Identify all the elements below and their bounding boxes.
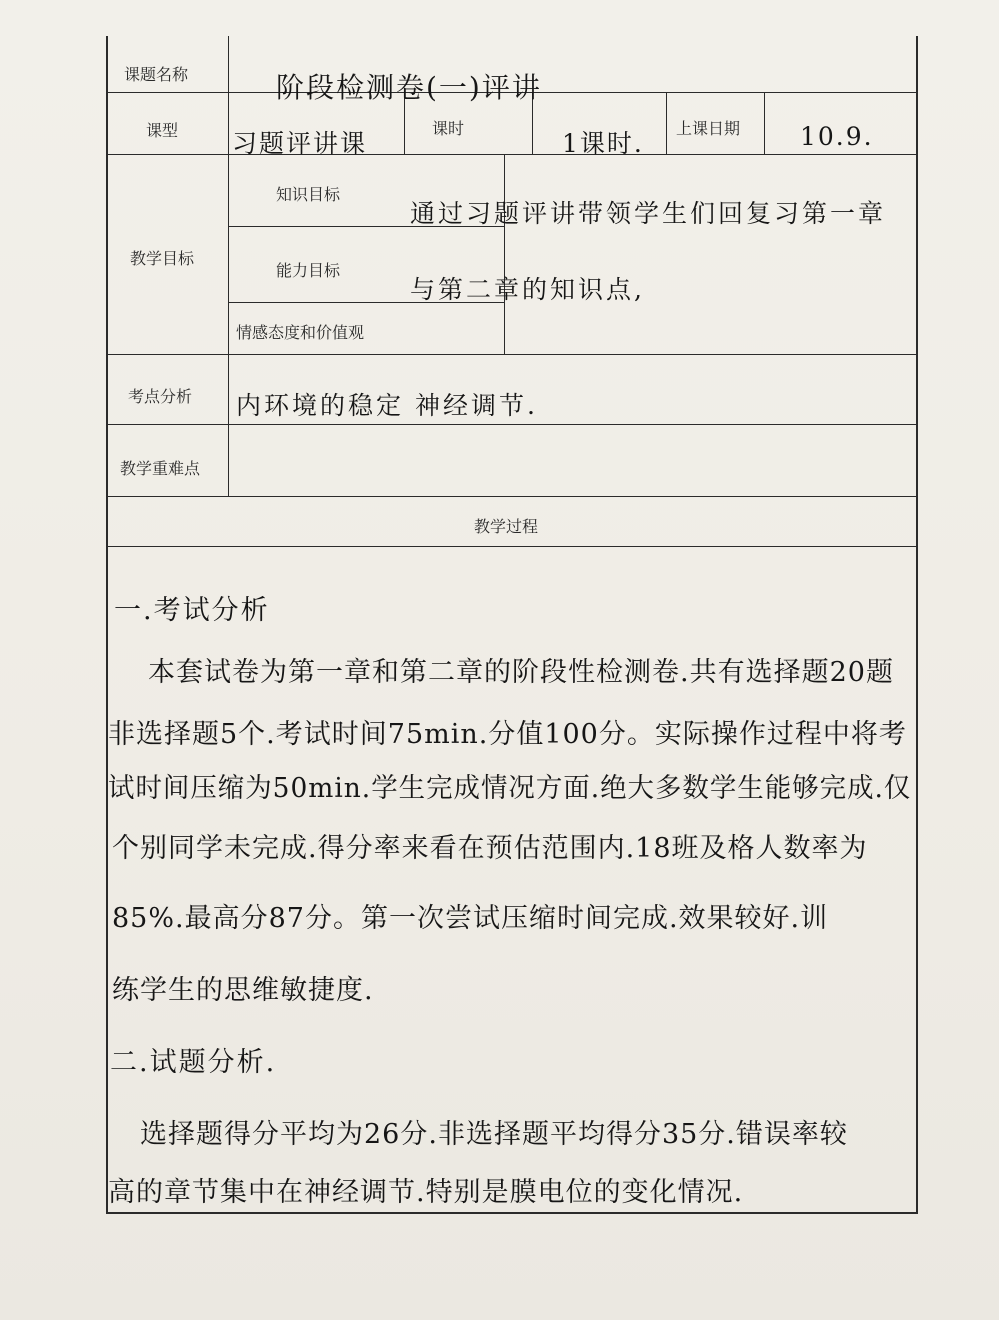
process-label: 教学过程 (474, 517, 539, 536)
section1-line: 85%.最高分87分。第一次尝试压缩时间完成.效果较好.训 (112, 903, 829, 934)
row-divider (108, 424, 916, 425)
date-label: 上课日期 (676, 119, 741, 138)
section1-line: 非选择题5个.考试时间75min.分值100分。实际操作过程中将考 (108, 719, 907, 750)
ability-goal-label: 能力目标 (276, 261, 341, 280)
teaching-goals-label: 教学目标 (130, 249, 195, 268)
section2-line: 选择题得分平均为26分.非选择题平均得分35分.错误率较 (140, 1119, 848, 1150)
row-divider (108, 154, 916, 155)
row-divider (108, 354, 916, 355)
goals-value-line1: 通过习题评讲带领学生们回复习第一章 (410, 199, 887, 228)
row-divider (108, 496, 916, 497)
row-divider (108, 546, 916, 547)
lesson-type-label: 课型 (146, 121, 179, 140)
attitude-goal-label: 情感态度和价值观 (236, 323, 365, 342)
key-difficult-label: 教学重难点 (120, 459, 201, 478)
section2-line: 高的章节集中在神经调节.特别是膜电位的变化情况. (108, 1177, 744, 1208)
section2-title: 二.试题分析. (110, 1047, 277, 1078)
section1-title: 一.考试分析 (114, 595, 270, 626)
col-divider (504, 154, 505, 354)
lesson-type-value: 习题评讲课 (232, 129, 368, 158)
course-title-label: 课题名称 (124, 65, 189, 84)
exam-points-value: 内环境的稳定 神经调节. (236, 391, 538, 420)
section1-line: 个别同学未完成.得分率来看在预估范围内.18班及格人数率为 (112, 833, 868, 864)
exam-points-label: 考点分析 (128, 387, 193, 406)
col-divider (764, 92, 765, 154)
date-value: 10.9. (800, 122, 874, 151)
col-divider (666, 92, 667, 154)
period-value: 1课时. (562, 129, 644, 158)
section1-line: 试时间压缩为50min.学生完成情况方面.绝大多数学生能够完成.仅 (108, 773, 912, 804)
section1-line: 本套试卷为第一章和第二章的阶段性检测卷.共有选择题20题 (148, 657, 894, 688)
section1-line: 练学生的思维敏捷度. (112, 975, 374, 1006)
period-label: 课时 (432, 119, 465, 138)
col-divider (228, 36, 229, 496)
course-title-value: 阶段检测卷(一)评讲 (276, 71, 542, 104)
goals-value-line2: 与第二章的知识点, (410, 275, 645, 304)
knowledge-goal-label: 知识目标 (276, 185, 341, 204)
